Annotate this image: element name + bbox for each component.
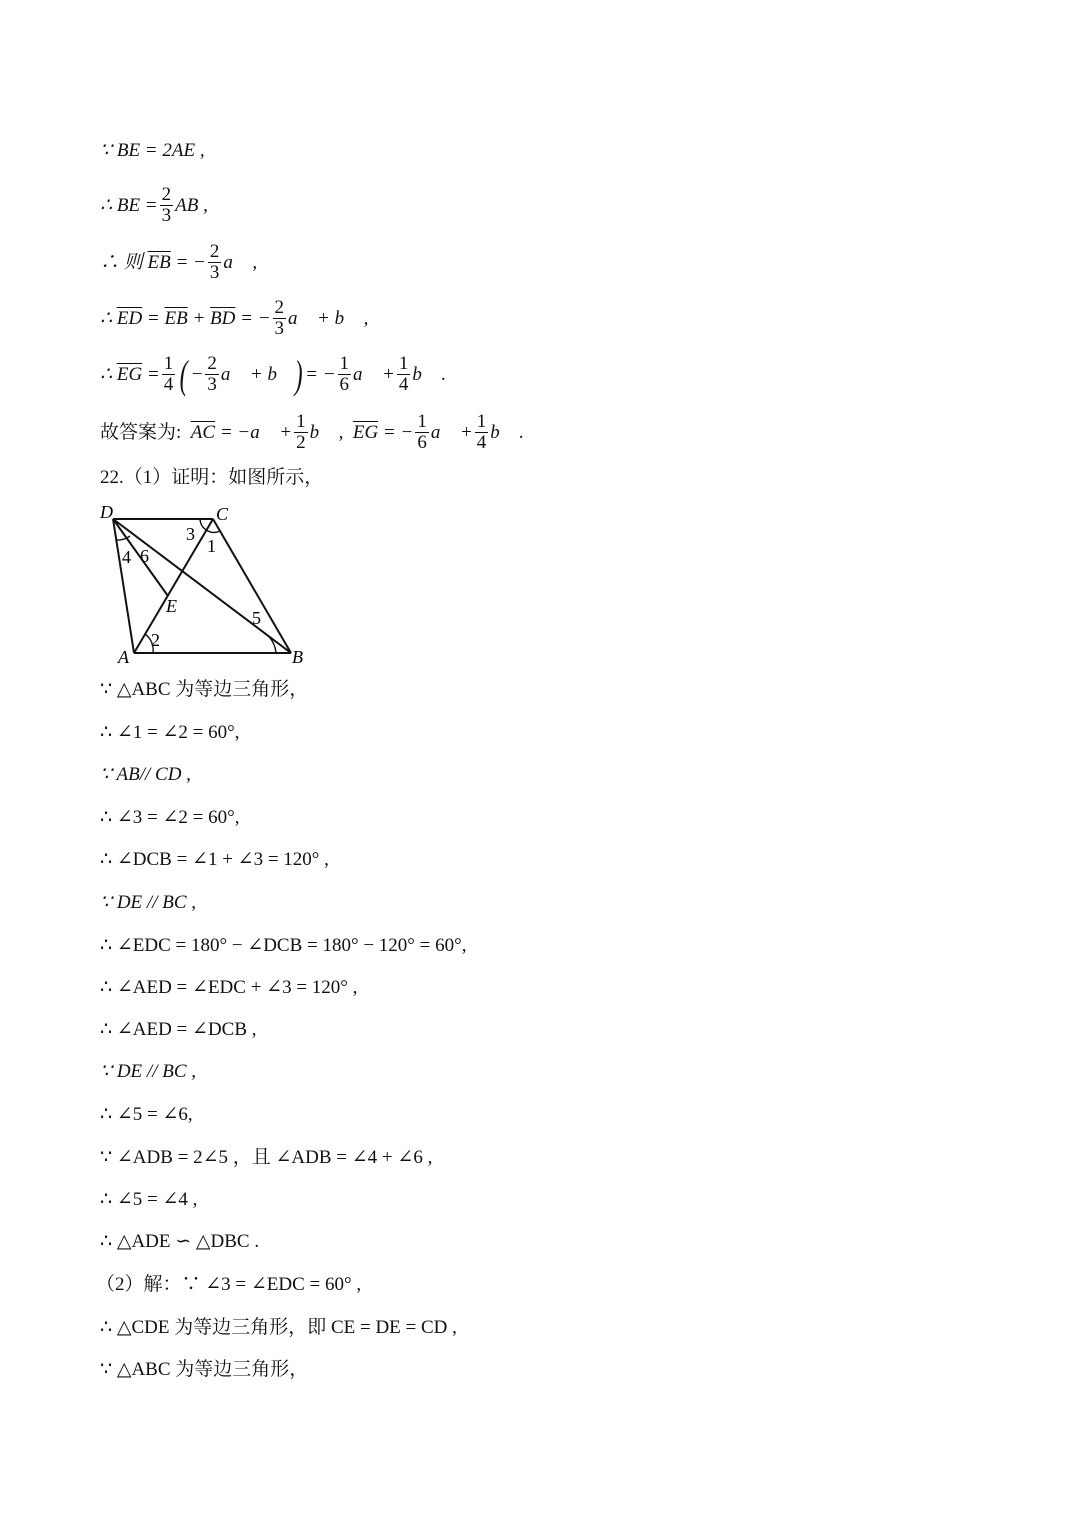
numerator: 2 <box>274 297 285 318</box>
vector-eb: $\overline{EB}$ <box>164 307 188 329</box>
proof-line-14 <box>100 1228 259 1256</box>
line-text: ∴ ∠5 = ∠6, <box>100 1104 193 1125</box>
vertex-label-d: D <box>100 502 113 522</box>
line-text: b⃗ , <box>309 421 344 443</box>
numerator: 1 <box>339 353 350 374</box>
right-paren: ) <box>294 351 303 397</box>
fraction <box>294 412 308 453</box>
numerator: 2 <box>161 184 172 205</box>
line-text: ∵ BE = 2AE , <box>100 140 205 161</box>
numerator: 2 <box>209 241 220 262</box>
line-text: ∴ ∠AED = ∠EDC + ∠3 = 120° , <box>100 977 358 998</box>
line-text: − <box>190 363 204 385</box>
denominator: 3 <box>161 205 172 226</box>
line-text: b⃗ . <box>412 363 447 385</box>
numerator: 1 <box>163 353 174 374</box>
line-text: = − <box>382 421 414 443</box>
vertex-label-c: C <box>216 504 229 524</box>
vector-ac: $\overline{AC}$ <box>190 421 216 443</box>
point-label-e: E <box>166 596 177 616</box>
geometry-figure <box>98 500 318 672</box>
proof-line-4 <box>100 804 239 832</box>
proof-line-13 <box>100 1186 197 1214</box>
proof-line-8 <box>100 974 357 1002</box>
line-text: ∴ ∠1 = ∠2 = 60°, <box>100 722 240 743</box>
proof-line-1 <box>100 676 308 704</box>
line-text: ∴ △CDE 为等边三角形，即 CE = DE = CD , <box>100 1317 457 1338</box>
segment-cb <box>213 519 291 653</box>
solution-line-1 <box>100 137 205 165</box>
line-text: + <box>192 307 206 329</box>
solution-line-3 <box>100 242 257 283</box>
solution-line-6 <box>100 412 524 453</box>
fraction <box>397 354 411 395</box>
solution-line-2 <box>100 185 208 226</box>
denominator: 3 <box>209 262 220 283</box>
line-text: ∴ ∠3 = ∠2 = 60°, <box>100 807 240 828</box>
proof-line-6 <box>100 889 196 917</box>
denominator: 4 <box>163 374 174 395</box>
proof-line-7 <box>100 932 466 960</box>
line-text: ∵ △ABC 为等边三角形， <box>100 679 309 700</box>
proof-line-11 <box>100 1101 193 1129</box>
fraction <box>273 298 287 339</box>
fraction <box>205 354 219 395</box>
denominator: 6 <box>417 432 427 453</box>
therefore-symbol: ∴ <box>100 307 117 329</box>
vertex-label-a: A <box>118 647 129 667</box>
line-text: ∵ DE // BC , <box>100 1061 197 1082</box>
line-text: ∵ △ABC 为等边三角形， <box>100 1359 309 1380</box>
line-text: ∴ BE = <box>100 194 158 216</box>
angle-label-6: 6 <box>140 546 149 566</box>
vector-eg: $\overline{EG}$ <box>352 421 379 443</box>
line-text: ∴ ∠DCB = ∠1 + ∠3 = 120° , <box>100 849 329 870</box>
denominator: 3 <box>274 318 285 339</box>
line-text: （2）解：∵ ∠3 = ∠EDC = 60° , <box>96 1274 362 1295</box>
proof-line-9 <box>100 1016 257 1044</box>
fraction <box>475 412 489 453</box>
numerator: 1 <box>296 411 306 432</box>
angle-label-3: 3 <box>186 524 195 544</box>
line-text: a⃗ + b⃗ <box>220 363 292 385</box>
vector-ed: $\overline{ED}$ <box>116 307 143 329</box>
angle-label-1: 1 <box>207 536 216 556</box>
answer-label: 故答案为: <box>100 421 182 443</box>
line-text: = − <box>175 251 206 273</box>
denominator: 3 <box>207 374 217 395</box>
denominator: 2 <box>296 432 306 453</box>
proof-line-2 <box>100 719 239 747</box>
line-text: a⃗ , <box>223 251 258 273</box>
part2-line-2 <box>100 1314 457 1342</box>
numerator: 1 <box>398 353 409 374</box>
line-text: ∵ ∠ADB = 2∠5 ，且 ∠ADB = ∠4 + ∠6 , <box>100 1147 433 1168</box>
therefore-symbol: ∴ <box>100 363 117 385</box>
line-text: ∵ DE // BC , <box>100 892 197 913</box>
line-text: AB , <box>175 194 208 216</box>
vector-bd: $\overline{BD}$ <box>210 307 236 329</box>
proof-line-5 <box>100 846 329 874</box>
angle-label-4: 4 <box>122 547 131 567</box>
fraction <box>208 242 222 283</box>
numerator: 1 <box>417 411 427 432</box>
line-text: ∴ ∠5 = ∠4 , <box>100 1189 198 1210</box>
line-text: = − <box>305 363 336 385</box>
proof-line-3 <box>100 761 191 789</box>
line-text: ∴ 则 <box>100 251 143 273</box>
solution-line-5: ∴ $\overline{EG}$ = $\frac{1}{4}$ ( − $\frac{2}{3}$ a⃗ + b⃗ ) = − $\frac{1}{6}$ a⃗ + $\frac{1}{4}$ b⃗ . <box>100 351 447 397</box>
fraction <box>160 185 174 226</box>
line-text: ∴ ∠EDC = 180° − ∠DCB = 180° − 120° = 60°, <box>100 935 467 956</box>
vertex-label-b: B <box>292 647 303 667</box>
line-text: = <box>146 307 160 329</box>
angle-label-2: 2 <box>151 630 160 650</box>
fraction <box>415 412 429 453</box>
line-text: a⃗ + b⃗ , <box>288 307 369 329</box>
problem-22-heading <box>100 464 323 492</box>
line-text: ∵ AB// CD , <box>100 764 191 785</box>
numerator: 1 <box>476 411 487 432</box>
part2-line-3 <box>100 1356 308 1384</box>
line-text: a⃗ + <box>430 421 473 443</box>
angle-label-5: 5 <box>252 608 261 628</box>
left-paren: ( <box>179 351 188 397</box>
vector-eg: $\overline{EG}$ <box>116 363 143 385</box>
denominator: 6 <box>339 374 350 395</box>
fraction <box>162 354 176 395</box>
line-text: a⃗ + <box>353 363 395 385</box>
proof-line-10 <box>100 1058 196 1086</box>
line-text: = − <box>240 307 271 329</box>
proof-line-12 <box>100 1144 432 1172</box>
fraction <box>338 354 352 395</box>
part2-line-1 <box>96 1271 361 1299</box>
line-text: ∴ △ADE ∽ △DBC . <box>100 1231 260 1252</box>
line-text: b⃗ . <box>490 421 524 443</box>
numerator: 2 <box>207 353 217 374</box>
line-text: ∴ ∠AED = ∠DCB , <box>100 1019 257 1040</box>
denominator: 4 <box>476 432 487 453</box>
solution-line-4 <box>100 298 368 339</box>
line-text: = −a⃗ + <box>219 421 293 443</box>
line-text: 22.（1）证明：如图所示， <box>100 467 324 488</box>
denominator: 4 <box>398 374 409 395</box>
vector-eb: $\overline{EB}$ <box>147 251 171 273</box>
